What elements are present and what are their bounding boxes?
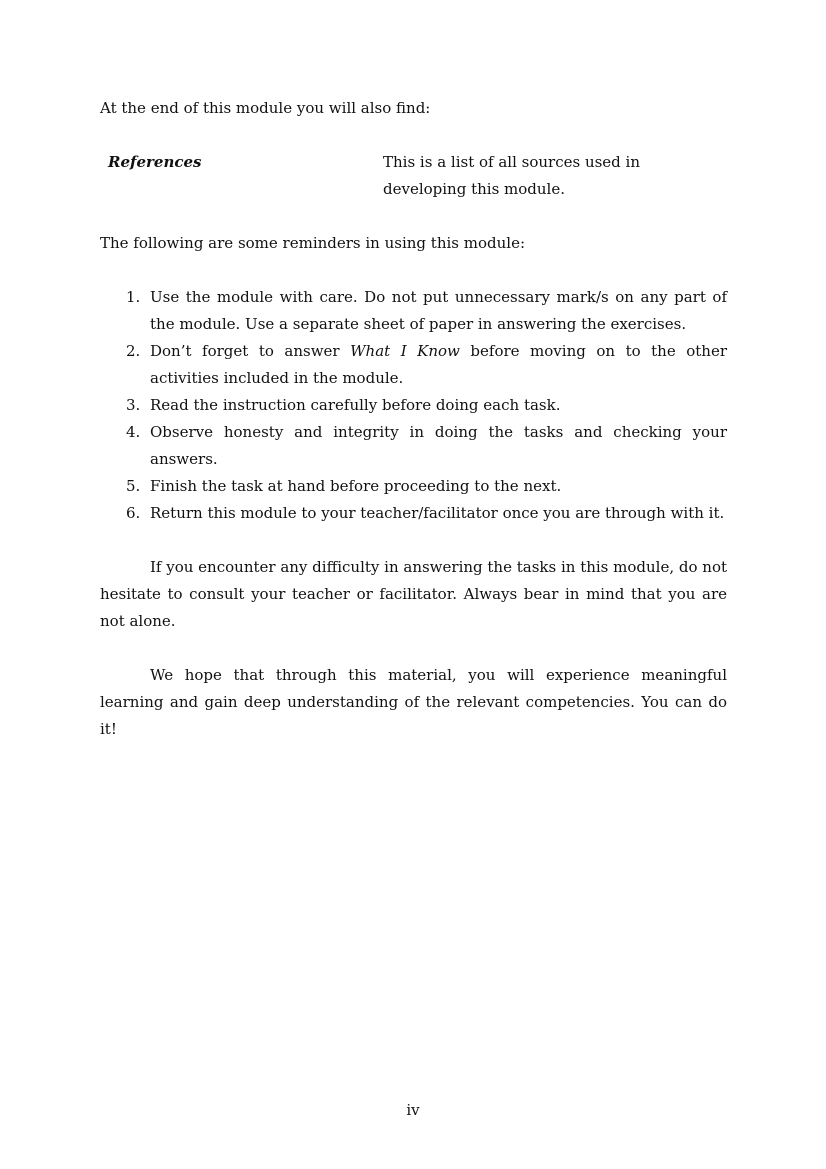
list-item-number: 3. (126, 396, 141, 414)
list-item (100, 473, 727, 500)
reminders-list (100, 284, 727, 527)
list-item (100, 419, 727, 473)
list-item-number: 5. (126, 477, 141, 495)
closing-paragraph: We hope that through this material, you will experience meaningful learning and gain deep understanding of the relevant competencies. You can do it! (100, 666, 727, 738)
intro-text: At the end of this module you will also find: (100, 99, 431, 117)
page-number: iv (406, 1101, 420, 1119)
list-item-text (150, 338, 727, 392)
difficulty-paragraph: If you encounter any difficulty in answering the tasks in this module, do not hesitate to consult your teacher or facilitator. Always bear in mind that you are not alone. (100, 558, 727, 630)
list-item-text-after: before moving on to the other activities included in the module. (150, 342, 728, 387)
list-item (100, 338, 727, 392)
list-item-text: Return this module to your teacher/facilitator once you are through with it. (150, 504, 725, 522)
list-item (100, 392, 727, 419)
list-item-text: Observe honesty and integrity in doing the tasks and checking your answers. (150, 423, 727, 468)
reminders-lead: The following are some reminders in using this module: (100, 234, 525, 252)
list-item-text-before: Don’t forget to answer (150, 342, 351, 360)
list-item-number: 1. (126, 288, 141, 306)
list-item (100, 284, 727, 338)
references-entry (100, 149, 727, 203)
list-item-number: 4. (126, 423, 141, 441)
list-item-number: 2. (126, 342, 141, 360)
list-item (100, 500, 727, 527)
list-item-number: 6. (126, 504, 141, 522)
page-content (100, 95, 727, 770)
list-item-text: Finish the task at hand before proceeding to the next. (150, 477, 562, 495)
what-i-know-emphasis: What I Know (350, 342, 460, 360)
list-item-text: Use the module with care. Do not put unnecessary mark/s on any part of the module. Use a separate sheet of paper in answering the exercises. (150, 288, 727, 333)
references-term: References (108, 153, 202, 171)
references-description: This is a list of all sources used in developing this module. (383, 153, 641, 198)
list-item-text: Read the instruction carefully before doing each task. (150, 396, 561, 414)
